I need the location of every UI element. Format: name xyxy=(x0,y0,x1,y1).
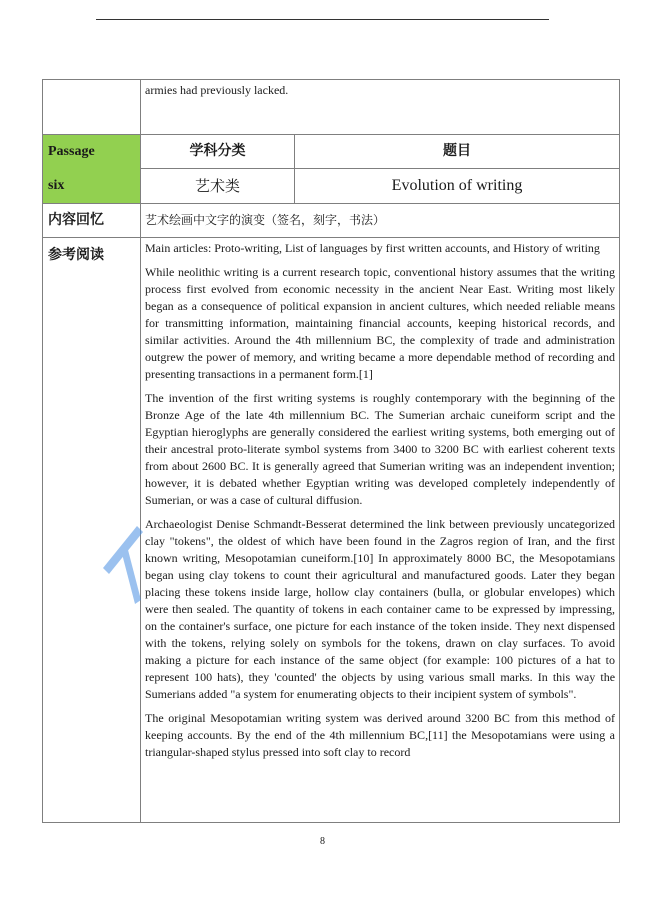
reference-paragraph: The original Mesopotamian writing system was derived around 3200 BC from this method of keeping accounts. By the end of the 4th millennium BC,[11] the Mesopotamians were using a triangular-shaped stylus pressed into soft clay to record xyxy=(145,711,616,759)
page-number: 8 xyxy=(320,836,325,847)
passage-header-row xyxy=(43,135,620,169)
empty-label-cell xyxy=(43,80,141,135)
subject-header: 学科分类 xyxy=(189,143,246,159)
topic-header-cell xyxy=(295,135,620,169)
recall-row xyxy=(43,204,620,238)
continued-text: armies had previously lacked. xyxy=(145,83,289,97)
passage-label-line2: six xyxy=(48,178,65,193)
reference-label: 参考阅读 xyxy=(48,247,104,263)
reference-row xyxy=(43,238,620,823)
recall-label-cell xyxy=(43,204,141,238)
recall-value-cell xyxy=(141,204,620,238)
recall-value: 艺术绘画中文字的演变（签名，刻字，书法） xyxy=(145,213,386,227)
continuation-row xyxy=(43,80,620,135)
subject-value-cell xyxy=(141,169,295,204)
topic-value-cell xyxy=(295,169,620,204)
reference-label-cell xyxy=(43,238,141,823)
reference-paragraph: While neolithic writing is a current research topic, conventional history assumes that the writing process first evolved from economic necessity in the ancient Near East. Writing most likely began as a consequence of political expansion in ancient cultures, which needed reliable means for transmitting information, maintaining financial accounts, keeping historical records, and similar activities. Around the 4th millennium BC, the complexity of trade and administration outgrew the power of memory, and writing became a more dependable method of recording and presenting transactions in a permanent form.[1] xyxy=(145,265,616,381)
subject-value: 艺术类 xyxy=(194,177,240,195)
topic-value: Evolution of writing xyxy=(391,177,523,194)
recall-label: 内容回忆 xyxy=(48,212,104,228)
continuation-cell xyxy=(141,80,620,135)
reference-content-cell xyxy=(141,238,620,823)
passage-table xyxy=(42,79,620,823)
header-rule xyxy=(96,19,549,20)
reference-paragraph: Main articles: Proto-writing, List of languages by first written accounts, and History of writing xyxy=(145,241,600,255)
topic-header: 题目 xyxy=(443,143,471,159)
subject-header-cell xyxy=(141,135,295,169)
reference-paragraph: The invention of the first writing systems is roughly contemporary with the beginning of the Bronze Age of the late 4th millennium BC. The Sumerian archaic cuneiform script and the Egyptian hieroglyphs are generally considered the earliest writing systems, both emerging out of their ancestral proto-literate symbol systems from 3400 to 3200 BC with earliest coherent texts from about 2600 BC. It is generally agreed that Sumerian writing was an independent invention; however, it is debated whether Egyptian writing was developed completely independently of Sumerian, or was a case of cultural diffusion. xyxy=(145,391,616,507)
passage-label-line1: Passage xyxy=(48,144,95,159)
reference-paragraph: Archaeologist Denise Schmandt-Besserat determined the link between previously uncategorized clay "tokens", the oldest of which have been found in the Zagros region of Iran, and the first known writing, Mesopotamian cuneiform.[10] In approximately 8000 BC, the Mesopotamians began using clay tokens to count their agricultural and manufactured goods. Later they began placing these tokens inside large, hollow clay containers (bulla, or globular envelopes) which were then sealed. The quantity of tokens in each container came to be expressed by impressing, on the container's surface, one picture for each instance of the token inside. They next dispensed with the tokens, relying solely on symbols for the tokens, drawn on clay surfaces. To avoid making a picture for each instance of the same object (for example: 100 pictures of a hat to represent 100 hats), they 'counted' the objects by using various small marks. In this way the Sumerians added "a system for enumerating objects to their incipient system of symbols". xyxy=(145,517,616,701)
passage-label-cell xyxy=(43,135,141,204)
